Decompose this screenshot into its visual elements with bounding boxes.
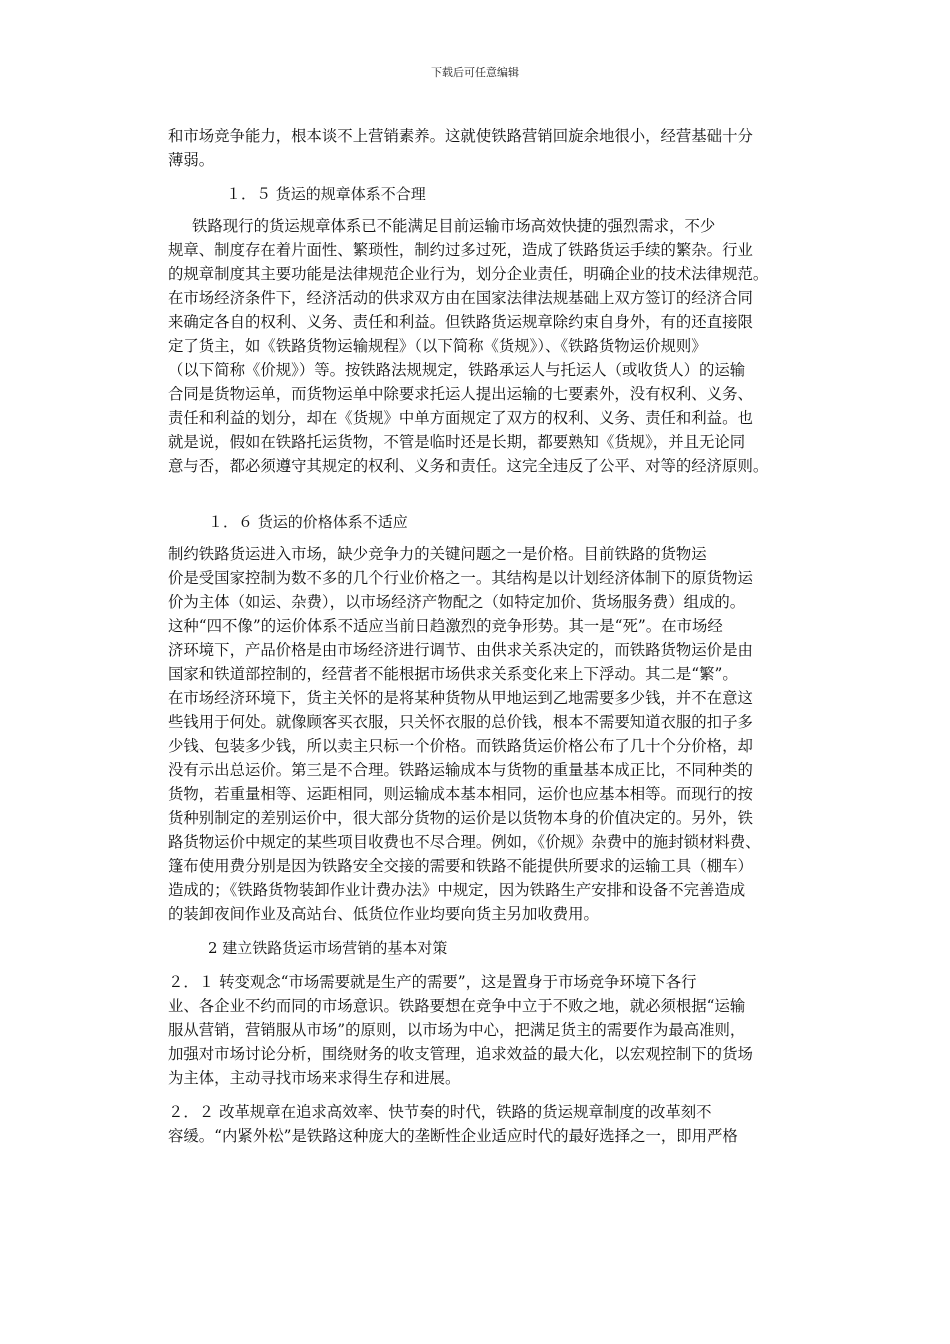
text-line: 容缓。“内紧外松”是铁路这种庞大的垄断性企业适应时代的最好选择之一，即用严格: [168, 1127, 738, 1145]
text-line: 铁路现行的货运规章体系已不能满足目前运输市场高效快捷的强烈需求，不少: [192, 217, 716, 235]
text-line: 合同是货物运单，而货物运单中除要求托运人提出运输的七要素外，没有权利、义务、: [168, 385, 753, 403]
section-heading-2: 2 建立铁路货运市场营销的基本对策: [208, 939, 448, 957]
text-line: 意与否，都必须遵守其规定的权利、义务和责任。这完全违反了公平、对等的经济原则。: [168, 457, 769, 475]
text-line: 就是说，假如在铁路托运货物，不管是临时还是长期，都要熟知《货规》，并且无论同: [168, 433, 746, 451]
paragraph-1-6: [168, 542, 808, 926]
text-line: 造成的；《铁路货物装卸作业计费办法》中规定，因为铁路生产安排和设备不完善造成: [168, 881, 746, 899]
paragraph-2-1: [168, 970, 808, 1090]
text-line: 服从营销，营销服从市场”的原则，以市场为中心，把满足货主的需要作为最高准则，: [168, 1021, 746, 1039]
text-line: 来确定各自的权利、义务、责任和利益。但铁路货运规章除约束自身外，有的还直接限: [168, 313, 753, 331]
text-line: 篷布使用费分别是因为铁路安全交接的需要和铁路不能提供所要求的运输工具（棚车）: [168, 857, 753, 875]
section-heading-1-5: １．５ 货运的规章体系不合理: [226, 185, 426, 203]
text-line: 加强对市场讨论分析，围绕财务的收支管理，追求效益的最大化，以宏观控制下的货场: [168, 1045, 753, 1063]
paragraph-2-2: [168, 1100, 808, 1148]
text-line: 少钱、包装多少钱，所以卖主只标一个价格。而铁路货运价格公布了几十个分价格，却: [168, 737, 753, 755]
text-line: ２．１ 转变观念“市场需要就是生产的需要”，这是置身于市场竞争环境下各行: [168, 973, 697, 991]
text-line: 业、各企业不约而同的市场意识。铁路要想在竞争中立于不败之地，就必须根据“运输: [168, 997, 746, 1015]
text-line: 些钱用于何处。就像顾客买衣服，只关怀衣服的总价钱，根本不需要知道衣服的扣子多: [168, 713, 753, 731]
text-line: 规章、制度存在着片面性、繁琐性，制约过多过死，造成了铁路货运手续的繁杂。行业: [168, 241, 753, 259]
text-line: 薄弱。: [168, 151, 215, 169]
text-line: （以下简称《价规》）等。按铁路法规规定，铁路承运人与托运人（或收货人）的运输: [168, 361, 746, 379]
text-line: 价是受国家控制为数不多的几个行业价格之一。其结构是以计划经济体制下的原货物运: [168, 569, 753, 587]
document-body: [168, 124, 808, 1148]
paragraph-intro: [168, 124, 808, 172]
text-line: 货种别制定的差别运价中，很大部分货物的运价是以货物本身的价值决定的。另外，铁: [168, 809, 753, 827]
text-line: 这种“四不像”的运价体系不适应当前日趋激烈的竞争形势。其一是“死”。在市场经: [168, 617, 723, 635]
text-line: 为主体，主动寻找市场来求得生存和进展。: [168, 1069, 461, 1087]
text-line: 国家和铁道部控制的，经营者不能根据市场供求关系变化来上下浮动。其二是“繁”。: [168, 665, 738, 683]
text-line: 定了货主，如《铁路货物运输规程》（以下简称《货规》）、《铁路货物运价规则》: [168, 337, 707, 355]
text-line: 在市场经济条件下，经济活动的供求双方由在国家法律法规基础上双方签订的经济合同: [168, 289, 753, 307]
text-line: 制约铁路货运进入市场，缺少竞争力的关键问题之一是价格。目前铁路的货物运: [168, 545, 707, 563]
paragraph-1-5: [168, 214, 808, 478]
text-line: 济环境下，产品价格是由市场经济进行调节、由供求关系决定的，而铁路货物运价是由: [168, 641, 753, 659]
text-line: 和市场竞争能力，根本谈不上营销素养。这就使铁路营销回旋余地很小，经营基础十分: [168, 127, 753, 145]
text-line: 的规章制度其主要功能是法律规范企业行为，划分企业责任，明确企业的技术法律规范。: [168, 265, 769, 283]
text-line: 路货物运价中规定的某些项目收费也不尽合理。例如，《价规》杂费中的施封锁材料费、: [168, 833, 761, 851]
text-line: ２．２ 改革规章在追求高效率、快节奏的时代，铁路的货运规章制度的改革刻不: [168, 1103, 712, 1121]
section-heading-1-6: １．６ 货运的价格体系不适应: [208, 513, 408, 531]
text-line: 在市场经济环境下，货主关怀的是将某种货物从甲地运到乙地需要多少钱，并不在意这: [168, 689, 753, 707]
text-line: 价为主体（如运、杂费），以市场经济产物配之（如特定加价、货场服务费）组成的。: [168, 593, 746, 611]
text-line: 的装卸夜间作业及高站台、低货位作业均要向货主另加收费用。: [168, 905, 599, 923]
text-line: 责任和利益的划分，却在《货规》中单方面规定了双方的权利、义务、责任和利益。也: [168, 409, 753, 427]
text-line: 货物，若重量相等、运距相同，则运输成本基本相同，运价也应基本相等。而现行的按: [168, 785, 753, 803]
text-line: 没有示出总运价。第三是不合理。铁路运输成本与货物的重量基本成正比，不同种类的: [168, 761, 753, 779]
page-header: 下载后可任意编辑: [431, 66, 519, 79]
